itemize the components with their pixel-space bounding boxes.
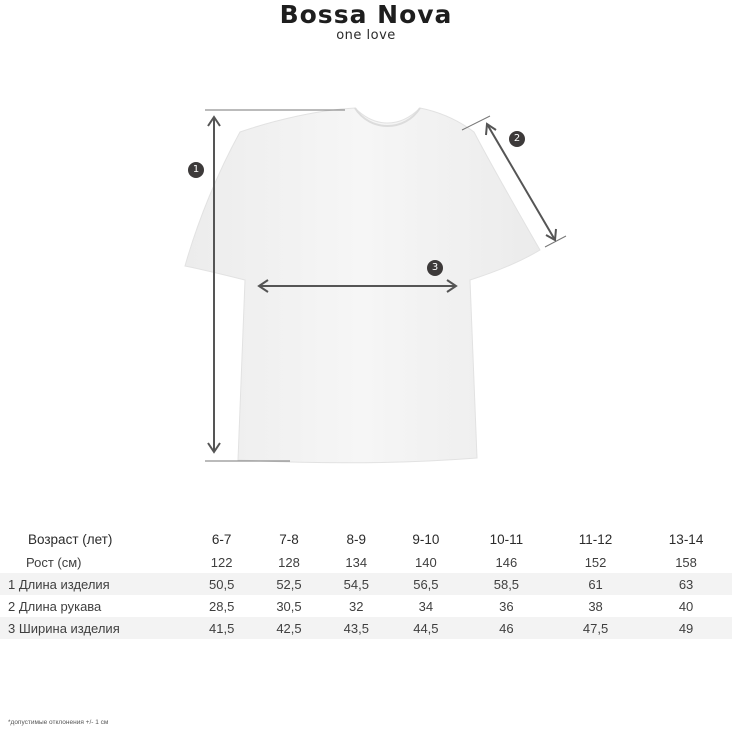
table-cell: 146 [495, 554, 518, 570]
table-cell: 52,5 [276, 576, 302, 592]
table-cell: 152 [584, 554, 607, 570]
table-cell: 58,5 [493, 576, 520, 592]
table-cell: 44,5 [413, 620, 439, 636]
age-column: 11-12 [578, 531, 613, 547]
table-cell: 56,5 [413, 576, 439, 592]
table-cell: 54,5 [343, 576, 369, 592]
table-cell: 61 [588, 576, 603, 592]
age-column: 10-11 [489, 531, 524, 547]
table-row [0, 551, 732, 573]
age-column: 9-10 [412, 531, 440, 547]
table-cell: 49 [678, 620, 694, 636]
age-column: 7-8 [279, 531, 299, 547]
table-cell: 50,5 [209, 576, 235, 592]
table-cell: 158 [675, 554, 697, 570]
table-cell: 28,5 [209, 598, 235, 614]
table-row [0, 617, 732, 639]
age-column: 13-14 [668, 531, 704, 547]
table-cell: 34 [418, 598, 434, 614]
table-cell: 36 [499, 598, 514, 614]
table-cell: 128 [278, 554, 300, 570]
table-cell: 134 [345, 554, 368, 570]
table-cell: 43,5 [343, 620, 369, 636]
table-cell: 30,5 [276, 598, 302, 614]
row-label: 2 Длина рукава [8, 598, 102, 614]
age-header-label: Возраст (лет) [28, 531, 113, 547]
brand-logo: Bossa Nova [279, 0, 453, 29]
size-table [0, 527, 732, 639]
table-cell: 42,5 [276, 620, 302, 636]
row-label: 1 Длина изделия [8, 576, 110, 592]
table-cell: 140 [415, 554, 437, 570]
table-cell: 40 [678, 598, 694, 614]
marker-3: 3 [427, 260, 443, 276]
table-cell: 122 [210, 554, 233, 570]
table-cell: 47,5 [582, 620, 609, 636]
brand-tagline: one love [336, 28, 396, 43]
size-table-header [0, 527, 732, 551]
table-row [0, 595, 732, 617]
table-cell: 41,5 [209, 620, 235, 636]
marker-1: 1 [188, 162, 204, 178]
marker-2: 2 [509, 131, 525, 147]
tolerance-footnote: *допустимые отклонения +/- 1 см [8, 719, 109, 726]
table-cell: 46 [499, 620, 514, 636]
age-column: 6-7 [211, 531, 232, 547]
table-cell: 32 [349, 598, 364, 614]
table-cell: 38 [588, 598, 603, 614]
table-row [0, 573, 732, 595]
row-label: Рост (см) [26, 554, 82, 570]
row-label: 3 Ширина изделия [8, 620, 120, 636]
age-column: 8-9 [346, 531, 367, 547]
table-cell: 63 [678, 576, 694, 592]
